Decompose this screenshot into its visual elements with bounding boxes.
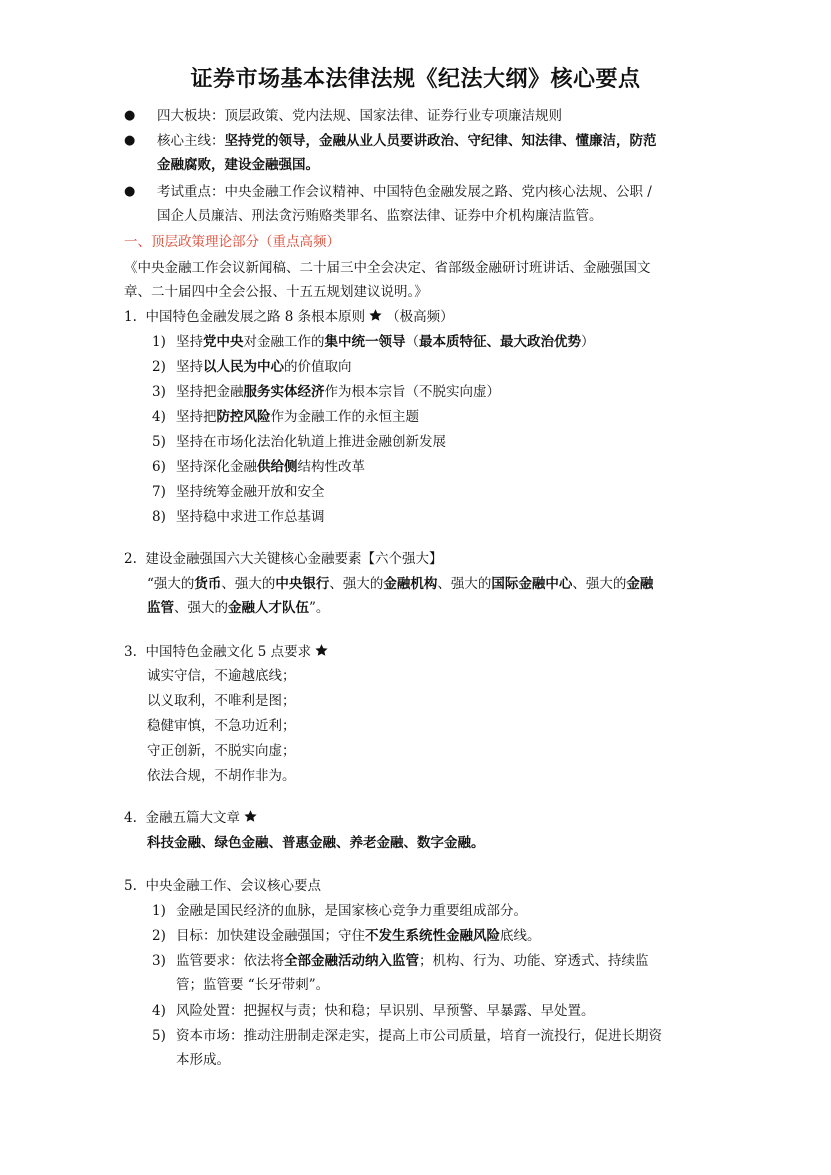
list-number: 2) (152, 359, 166, 375)
list-item: 诚实守信，不逾越底线； (147, 668, 296, 684)
bullet-text-1: 四大板块：顶层政策、党内法规、国家法律、证券行业专项廉洁规则 (157, 108, 562, 124)
list-item: 以义取利，不唯利是图； (147, 693, 296, 709)
bullet-dot: ● (124, 108, 136, 123)
bullet-text-3-cont: 国企人员廉洁、刑法贪污贿赂类罪名、监察法律、证券中介机构廉洁监管。 (157, 208, 603, 224)
list-item: 金融是国民经济的血脉，是国家核心竞争力重要组成部分。 (176, 903, 527, 919)
list-item: 坚持以人民为中心的价值取向 (176, 359, 352, 375)
list-item: 守正创新，不脱实向虚； (147, 743, 296, 759)
list-item: 坚持在市场化法治化轨道上推进金融创新发展 (176, 434, 446, 450)
list-number: 8) (152, 509, 166, 525)
section-intro-cont: 章、二十届四中全会公报、十五五规划建议说明。》 (124, 284, 428, 300)
bullet-dot: ● (124, 184, 136, 199)
item-2-body: “强大的货币、强大的中央银行、强大的金融机构、强大的国际金融中心、强大的金融 (147, 576, 654, 592)
list-item: 风险处置：把握权与责；快和稳；早识别、早预警、早暴露、早处置。 (176, 1003, 595, 1019)
list-item-cont: 管；监管要 “长牙带刺”。 (176, 977, 330, 993)
list-number: 7) (152, 484, 166, 500)
item-5-heading: 5. 中央金融工作、会议核心要点 (124, 878, 321, 894)
item-2-heading: 2. 建设金融强国六大关键核心金融要素【六个强大】 (124, 551, 443, 567)
list-number: 4) (152, 409, 166, 425)
item-2-body-cont: 监管、强大的金融人才队伍”。 (147, 600, 330, 616)
bullet-text-2-cont: 金融腐败，建设金融强国。 (157, 157, 319, 173)
list-number: 3) (152, 953, 166, 969)
page-title: 证券市场基本法律法规《纪法大纲》核心要点 (190, 67, 641, 92)
list-item: 监管要求：依法将全部金融活动纳入监管；机构、行为、功能、穿透式、持续监 (176, 953, 649, 969)
list-item-cont: 本形成。 (176, 1052, 230, 1068)
list-item: 坚持深化金融供给侧结构性改革 (176, 459, 365, 475)
item-1-heading: 1. 中国特色金融发展之路 8 条根本原则 （极高频） (124, 309, 454, 325)
list-item: 目标：加快建设金融强国；守住不发生系统性金融风险底线。 (176, 928, 541, 944)
list-number: 6) (152, 459, 166, 475)
list-number: 1) (152, 334, 166, 350)
list-number: 4) (152, 1003, 166, 1019)
list-number: 2) (152, 928, 166, 944)
section-heading: 一、顶层政策理论部分（重点高频） (124, 234, 340, 250)
section-intro: 《中央金融工作会议新闻稿、二十届三中全会决定、省部级金融研讨班讲话、金融强国文 (124, 260, 651, 276)
list-item: 坚持统筹金融开放和安全 (176, 484, 325, 500)
list-item: 坚持把防控风险作为金融工作的永恒主题 (176, 409, 419, 425)
list-number: 5) (152, 434, 166, 450)
list-number: 5) (152, 1028, 166, 1044)
list-number: 3) (152, 384, 166, 400)
list-item: 坚持党中央对金融工作的集中统一领导（最本质特征、最大政治优势） (176, 334, 595, 350)
list-item: 资本市场：推动注册制走深走实，提高上市公司质量，培育一流投行，促进长期资 (176, 1028, 662, 1044)
bullet-text-3: 考试重点：中央金融工作会议精神、中国特色金融发展之路、党内核心法规、公职 / (157, 184, 652, 200)
list-item: 坚持把金融服务实体经济作为根本宗旨（不脱实向虚） (176, 384, 500, 400)
list-item: 坚持稳中求进工作总基调 (176, 509, 325, 525)
star-icon (368, 308, 383, 323)
list-number: 1) (152, 903, 166, 919)
star-icon (314, 643, 329, 658)
item-3-heading: 3. 中国特色金融文化 5 点要求 (124, 642, 332, 662)
bullet-dot: ● (124, 133, 136, 148)
item-4-heading: 4. 金融五篇大文章 (124, 808, 261, 828)
star-icon (243, 809, 258, 824)
list-item: 依法合规，不胡作非为。 (147, 768, 296, 784)
item-4-body: 科技金融、绿色金融、普惠金融、养老金融、数字金融。 (147, 835, 485, 851)
list-item: 稳健审慎，不急功近利； (147, 718, 296, 734)
bullet-text-2: 核心主线：坚持党的领导，金融从业人员要讲政治、守纪律、知法律、懂廉洁，防范 (157, 133, 657, 149)
